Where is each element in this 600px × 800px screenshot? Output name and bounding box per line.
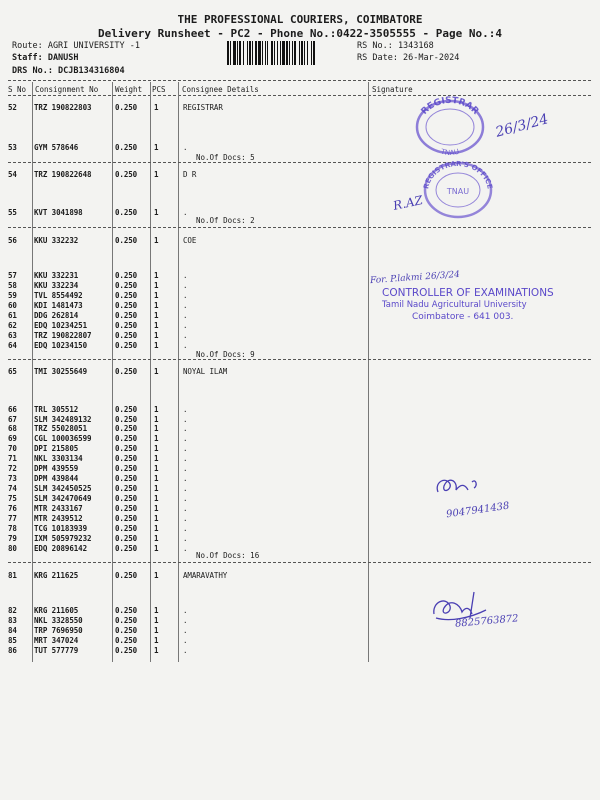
barcode-bar: [282, 41, 285, 65]
row-consignment-no: KRG 211625: [34, 571, 79, 580]
row-sno: 71: [8, 454, 17, 463]
barcode-bar: [271, 41, 273, 65]
table-row: [0, 405, 600, 415]
row-consignee-mark: .: [183, 474, 188, 483]
row-consignment-no: KKU 332234: [34, 281, 79, 290]
row-weight: 0.250: [115, 494, 138, 503]
row-sno: 86: [8, 646, 17, 655]
barcode-bar: [313, 41, 315, 65]
row-consignee-mark: .: [183, 281, 188, 290]
row-pcs: 1: [154, 464, 159, 473]
barcode-bar: [243, 41, 244, 65]
row-weight: 0.250: [115, 616, 138, 625]
row-consignment-no: TVL 8554492: [34, 291, 83, 300]
row-pcs: 1: [154, 208, 159, 217]
row-consignee: AMARAVATHY: [183, 571, 228, 580]
group-separator: [8, 359, 591, 360]
group-separator: [8, 162, 591, 163]
row-consignee-mark: .: [183, 524, 188, 533]
barcode-bar: [280, 41, 281, 65]
table-header-rule: [8, 95, 591, 96]
row-sno: 79: [8, 534, 17, 543]
row-weight: 0.250: [115, 606, 138, 615]
row-consignee-mark: .: [183, 514, 188, 523]
table-top-rule: [8, 80, 591, 81]
row-weight: 0.250: [115, 281, 138, 290]
row-consignee-mark: .: [183, 311, 188, 320]
row-consignee-mark: .: [183, 606, 188, 615]
row-pcs: 1: [154, 444, 159, 453]
row-sno: 73: [8, 474, 17, 483]
row-consignee: NOYAL ILAM: [183, 367, 228, 376]
row-consignment-no: TRZ 190822807: [34, 331, 92, 340]
table-row: [0, 434, 600, 444]
row-consignee-mark: .: [183, 494, 188, 503]
row-pcs: 1: [154, 281, 159, 290]
row-consignee-mark: .: [183, 271, 188, 280]
signature-dr: R.AZ: [391, 193, 424, 213]
group-separator: [8, 227, 591, 228]
row-consignment-no: MRT 347024: [34, 636, 79, 645]
barcode-bar: [262, 41, 263, 65]
row-sno: 74: [8, 484, 17, 493]
row-weight: 0.250: [115, 367, 138, 376]
row-weight: 0.250: [115, 464, 138, 473]
row-consignment-no: TRZ 190822648: [34, 170, 92, 179]
table-row: [0, 271, 600, 281]
barcode-bar: [307, 41, 308, 65]
row-pcs: 1: [154, 311, 159, 320]
row-weight: 0.250: [115, 444, 138, 453]
row-consignment-no: MTR 2439512: [34, 514, 83, 523]
seal2-subtext: TNAU: [446, 187, 470, 196]
row-sno: 59: [8, 291, 17, 300]
row-consignment-no: EDQ 10234251: [34, 321, 87, 330]
barcode-bar: [311, 41, 312, 65]
row-pcs: 1: [154, 236, 159, 245]
row-consignee-mark: .: [183, 636, 188, 645]
row-consignee-mark: .: [183, 341, 188, 350]
svg-text:REGISTRAR'S OFFICE: [422, 160, 494, 190]
row-sno: 80: [8, 544, 17, 553]
table-row: [0, 236, 600, 246]
signature-amaravathy-number: 8825763872: [454, 613, 519, 630]
row-consignee-mark: .: [183, 616, 188, 625]
table-row: [0, 170, 600, 180]
row-sno: 81: [8, 571, 17, 580]
row-consignee-mark: .: [183, 646, 188, 655]
row-consignment-no: GYM 578646: [34, 143, 79, 152]
row-consignment-no: NKL 3328550: [34, 616, 83, 625]
barcode-bar: [294, 41, 296, 65]
row-sno: 76: [8, 504, 17, 513]
row-pcs: 1: [154, 626, 159, 635]
barcode-bar: [239, 41, 241, 65]
row-sno: 56: [8, 236, 17, 245]
row-weight: 0.250: [115, 424, 138, 433]
seal2-text: REGISTRAR'S OFFICE: [422, 159, 494, 190]
table-row: [0, 341, 600, 351]
row-sno: 83: [8, 616, 17, 625]
row-pcs: 1: [154, 514, 159, 523]
row-consignment-no: KVT 3041898: [34, 208, 83, 217]
row-sno: 78: [8, 524, 17, 533]
barcode-bar: [292, 41, 293, 65]
row-consignee-mark: .: [183, 321, 188, 330]
row-weight: 0.250: [115, 524, 138, 533]
row-sno: 72: [8, 464, 17, 473]
row-pcs: 1: [154, 367, 159, 376]
barcode-bar: [227, 41, 229, 65]
row-consignment-no: KDI 1481473: [34, 301, 83, 310]
signature-noyal-ilam-number: 9047941438: [445, 500, 511, 521]
row-consignment-no: TRL 305512: [34, 405, 79, 414]
row-consignee-mark: .: [183, 444, 188, 453]
row-weight: 0.250: [115, 321, 138, 330]
row-consignee-mark: .: [183, 143, 188, 152]
row-consignment-no: DPM 439844: [34, 474, 79, 483]
row-sno: 57: [8, 271, 17, 280]
header-pcs: PCS: [152, 85, 166, 94]
header-consignment: Consignment No: [35, 85, 99, 94]
row-consignment-no: CGL 100036599: [34, 434, 92, 443]
row-sno: 84: [8, 626, 17, 635]
row-sno: 66: [8, 405, 17, 414]
table-row: [0, 544, 600, 554]
row-weight: 0.250: [115, 534, 138, 543]
row-weight: 0.250: [115, 311, 138, 320]
row-consignee-mark: .: [183, 424, 188, 433]
barcode-bar: [299, 41, 300, 65]
row-weight: 0.250: [115, 236, 138, 245]
row-consignee-mark: .: [183, 208, 188, 217]
barcode-bar: [255, 41, 257, 65]
row-pcs: 1: [154, 636, 159, 645]
row-consignee-mark: .: [183, 301, 188, 310]
row-consignment-no: DPI 215805: [34, 444, 79, 453]
row-pcs: 1: [154, 454, 159, 463]
barcode-bar: [230, 41, 231, 65]
company-title: THE PROFESSIONAL COURIERS, COIMBATORE: [177, 13, 423, 26]
table-row: [0, 103, 600, 113]
row-sno: 60: [8, 301, 17, 310]
row-pcs: 1: [154, 301, 159, 310]
row-pcs: 1: [154, 143, 159, 152]
barcode-bar: [249, 41, 251, 65]
barcode-bar: [274, 41, 275, 65]
barcode-bar: [301, 41, 303, 65]
row-sno: 85: [8, 636, 17, 645]
header-signature: Signature: [372, 85, 413, 94]
coe-stamp-title: CONTROLLER OF EXAMINATIONS: [382, 287, 554, 299]
registrar-seal: [412, 95, 488, 155]
row-pcs: 1: [154, 616, 159, 625]
row-pcs: 1: [154, 474, 159, 483]
row-consignment-no: TUT 577779: [34, 646, 79, 655]
row-consignee-mark: .: [183, 544, 188, 553]
row-weight: 0.250: [115, 636, 138, 645]
row-pcs: 1: [154, 331, 159, 340]
row-pcs: 1: [154, 341, 159, 350]
row-weight: 0.250: [115, 646, 138, 655]
docs-count: No.Of Docs: 5: [196, 153, 255, 162]
row-consignee-mark: .: [183, 626, 188, 635]
row-pcs: 1: [154, 571, 159, 580]
row-weight: 0.250: [115, 571, 138, 580]
barcode-bar: [252, 41, 253, 65]
rs-date: RS Date: 26-Mar-2024: [357, 53, 460, 63]
row-consignment-no: KRG 211605: [34, 606, 79, 615]
route-label: Route: AGRI UNIVERSITY -1: [12, 41, 140, 51]
row-weight: 0.250: [115, 103, 138, 112]
barcode-bar: [247, 41, 248, 65]
row-sno: 54: [8, 170, 17, 179]
row-weight: 0.250: [115, 514, 138, 523]
row-consignee-mark: .: [183, 464, 188, 473]
staff-label: Staff: DANUSH: [12, 53, 79, 63]
coe-stamp-city: Coimbatore - 641 003.: [412, 312, 514, 322]
table-row: [0, 504, 600, 514]
row-consignment-no: TRZ 55028051: [34, 424, 87, 433]
table-row: [0, 494, 600, 504]
docs-count: No.Of Docs: 9: [196, 350, 255, 359]
row-consignee: COE: [183, 236, 197, 245]
row-consignee: REGISTRAR: [183, 103, 223, 112]
row-consignment-no: KKU 332232: [34, 236, 79, 245]
row-sno: 67: [8, 415, 17, 424]
table-row: [0, 514, 600, 524]
row-sno: 64: [8, 341, 17, 350]
row-consignee-mark: .: [183, 434, 188, 443]
row-consignment-no: DDG 262814: [34, 311, 79, 320]
barcode-bar: [286, 41, 288, 65]
row-sno: 58: [8, 281, 17, 290]
row-consignee-mark: .: [183, 454, 188, 463]
row-pcs: 1: [154, 271, 159, 280]
table-row: [0, 321, 600, 331]
row-consignment-no: SLM 342489132: [34, 415, 92, 424]
row-consignment-no: NKL 3303134: [34, 454, 83, 463]
row-consignee-mark: .: [183, 415, 188, 424]
barcode: [227, 41, 351, 65]
row-weight: 0.250: [115, 301, 138, 310]
header-sno: S No: [8, 85, 27, 94]
row-sno: 77: [8, 514, 17, 523]
row-sno: 55: [8, 208, 17, 217]
row-weight: 0.250: [115, 143, 138, 152]
barcode-bar: [277, 41, 278, 65]
row-sno: 62: [8, 321, 17, 330]
table-row: [0, 208, 600, 218]
row-sno: 52: [8, 103, 17, 112]
docs-count: No.Of Docs: 2: [196, 216, 255, 225]
row-sno: 69: [8, 434, 17, 443]
header-consignee: Consignee Details: [182, 85, 259, 94]
group-separator: [8, 562, 591, 563]
row-pcs: 1: [154, 170, 159, 179]
row-pcs: 1: [154, 405, 159, 414]
row-pcs: 1: [154, 544, 159, 553]
row-weight: 0.250: [115, 208, 138, 217]
coe-stamp-university: Tamil Nadu Agricultural University: [382, 300, 527, 310]
table-row: [0, 444, 600, 454]
table-row: [0, 646, 600, 656]
registrar-office-seal: [420, 158, 496, 220]
row-consignment-no: SLM 342470649: [34, 494, 92, 503]
seal1-text: REGISTRAR: [419, 95, 481, 117]
table-row: [0, 424, 600, 434]
table-row: [0, 143, 600, 153]
row-pcs: 1: [154, 321, 159, 330]
coe-signature: For. P.lakmi 26/3/24: [369, 269, 461, 287]
row-consignment-no: TRP 7696950: [34, 626, 83, 635]
row-weight: 0.250: [115, 454, 138, 463]
row-pcs: 1: [154, 424, 159, 433]
row-weight: 0.250: [115, 544, 138, 553]
row-consignee-mark: .: [183, 331, 188, 340]
row-consignment-no: EDQ 10234150: [34, 341, 87, 350]
row-consignment-no: TMI 30255649: [34, 367, 87, 376]
row-consignee-mark: .: [183, 405, 188, 414]
row-sno: 68: [8, 424, 17, 433]
table-row: [0, 484, 600, 494]
signature-registrar: 26/3/24: [493, 111, 551, 141]
barcode-bar: [265, 41, 266, 65]
row-sno: 63: [8, 331, 17, 340]
docs-count: No.Of Docs: 16: [196, 551, 260, 560]
row-sno: 61: [8, 311, 17, 320]
table-row: [0, 571, 600, 581]
svg-text:REGISTRAR: [420, 96, 481, 117]
row-consignee: D R: [183, 170, 197, 179]
row-pcs: 1: [154, 524, 159, 533]
row-pcs: 1: [154, 484, 159, 493]
row-pcs: 1: [154, 291, 159, 300]
row-consignee-mark: .: [183, 534, 188, 543]
barcode-bar: [267, 41, 268, 65]
row-weight: 0.250: [115, 170, 138, 179]
table-row: [0, 524, 600, 534]
table-row: [0, 636, 600, 646]
table-row: [0, 331, 600, 341]
row-pcs: 1: [154, 534, 159, 543]
row-weight: 0.250: [115, 504, 138, 513]
row-sno: 75: [8, 494, 17, 503]
row-weight: 0.250: [115, 291, 138, 300]
row-consignment-no: EDQ 20896142: [34, 544, 87, 553]
barcode-bar: [237, 41, 238, 65]
table-row: [0, 367, 600, 377]
barcode-bar: [233, 41, 236, 65]
row-consignment-no: SLM 342450525: [34, 484, 92, 493]
header-weight: Weight: [115, 85, 143, 94]
signature-noyal-ilam-scribble: [432, 472, 492, 502]
barcode-bar: [304, 41, 305, 65]
runsheet-subtitle: Delivery Runsheet - PC2 - Phone No.:0422-3505555 - Page No.:4: [98, 27, 502, 40]
row-pcs: 1: [154, 646, 159, 655]
row-sno: 53: [8, 143, 17, 152]
row-consignment-no: MTR 2433167: [34, 504, 83, 513]
row-consignment-no: KKU 332231: [34, 271, 79, 280]
row-sno: 82: [8, 606, 17, 615]
row-pcs: 1: [154, 103, 159, 112]
row-consignment-no: IXM 505979232: [34, 534, 92, 543]
row-weight: 0.250: [115, 626, 138, 635]
row-consignee-mark: .: [183, 504, 188, 513]
row-consignment-no: TRZ 190822803: [34, 103, 92, 112]
row-weight: 0.250: [115, 415, 138, 424]
row-sno: 70: [8, 444, 17, 453]
barcode-bar: [289, 41, 290, 65]
drs-label: DRS No.: DCJB134316804: [12, 66, 125, 76]
row-pcs: 1: [154, 504, 159, 513]
row-sno: 65: [8, 367, 17, 376]
row-weight: 0.250: [115, 434, 138, 443]
table-row: [0, 454, 600, 464]
row-weight: 0.250: [115, 484, 138, 493]
table-row: [0, 626, 600, 636]
row-weight: 0.250: [115, 331, 138, 340]
row-pcs: 1: [154, 606, 159, 615]
rs-number: RS No.: 1343168: [357, 41, 434, 51]
row-weight: 0.250: [115, 405, 138, 414]
row-weight: 0.250: [115, 271, 138, 280]
seal1-subtext: TNAU: [439, 147, 461, 155]
barcode-bar: [258, 41, 261, 65]
table-row: [0, 464, 600, 474]
row-pcs: 1: [154, 494, 159, 503]
row-consignee-mark: .: [183, 484, 188, 493]
row-consignee-mark: .: [183, 291, 188, 300]
row-pcs: 1: [154, 415, 159, 424]
svg-text:TNAU: [439, 147, 460, 155]
row-pcs: 1: [154, 434, 159, 443]
row-consignment-no: TCG 10183939: [34, 524, 87, 533]
table-row: [0, 474, 600, 484]
row-weight: 0.250: [115, 474, 138, 483]
table-row: [0, 534, 600, 544]
row-consignment-no: DPM 439559: [34, 464, 79, 473]
row-weight: 0.250: [115, 341, 138, 350]
